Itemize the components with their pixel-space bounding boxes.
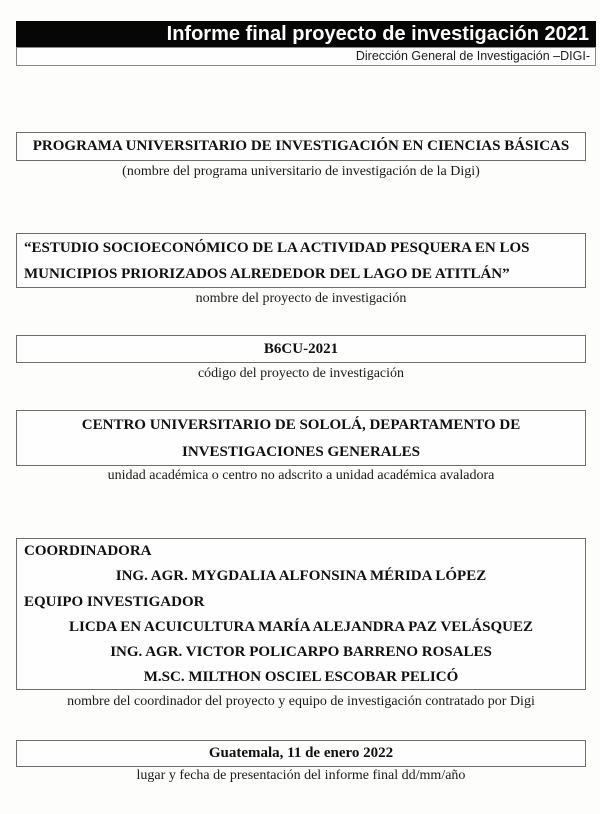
project-code: B6CU-2021 [263,341,339,357]
project-code-caption: código del proyecto de investigación [197,366,405,381]
program-box [16,132,586,161]
date-box [16,740,586,767]
academic-unit-caption: unidad académica o centro no adscrito a unidad académica avaladora [107,468,495,483]
project-title-line-1: “ESTUDIO SOCIOECONÓMICO DE LA ACTIVIDAD PESQUERA EN LOS [24,240,530,256]
team-member-3: M.SC. MILTHON OSCIEL ESCOBAR PELICÓ [143,669,459,686]
team-member-2: ING. AGR. VICTOR POLICARPO BARRENO ROSALES [110,644,492,661]
digi-subtitle: Dirección General de Investigación –DIGI- [355,49,590,63]
date-caption: lugar y fecha de presentación del informe final dd/mm/año [136,768,466,783]
coordinator-label: COORDINADORA [24,543,152,559]
team-box [16,538,586,690]
program-caption: (nombre del programa universitario de investigación de la Digi) [122,164,480,179]
team-caption: nombre del coordinador del proyecto y equipo de investigación contratado por Digi [67,694,535,709]
report-title: Informe final proyecto de investigación 2021 [166,23,589,45]
project-code-box [16,335,586,363]
place-date: Guatemala, 11 de enero 2022 [208,745,394,761]
program-name: PROGRAMA UNIVERSITARIO DE INVESTIGACIÓN EN CIENCIAS BÁSICAS [32,138,570,154]
project-title-box [16,233,586,288]
coordinator-name: ING. AGR. MYGDALIA ALFONSINA MÉRIDA LÓPEZ [115,568,487,585]
team-member-1: LICDA EN ACUICULTURA MARÍA ALEJANDRA PAZ VELÁSQUEZ [69,618,533,635]
academic-unit-line-1: CENTRO UNIVERSITARIO DE SOLOLÁ, DEPARTAMENTO DE [81,417,521,433]
academic-unit-box [16,410,586,466]
academic-unit-line-2: INVESTIGACIONES GENERALES [182,444,420,460]
team-label: EQUIPO INVESTIGADOR [24,593,205,610]
report-title-bar [16,21,596,47]
digi-subtitle-box [16,47,596,66]
project-title-caption: nombre del proyecto de investigación [195,291,407,306]
project-title-line-2: MUNICIPIOS PRIORIZADOS ALREDEDOR DEL LAGO DE ATITLÁN” [24,266,510,282]
